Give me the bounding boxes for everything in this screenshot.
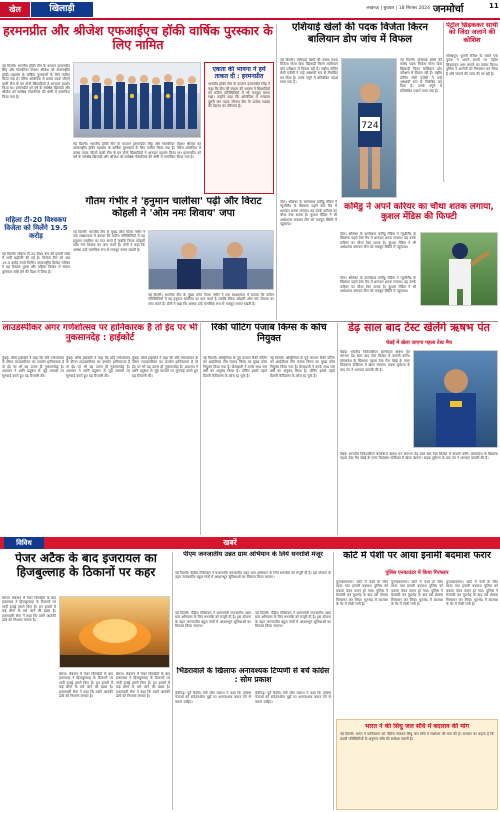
kushal-photo [420, 232, 498, 306]
kushal-body: गॉल। श्रीलंका के बल्लेबाज कमिंडु मेंडिस ने न्यूजीलैंड के खिलाफ पहले टेस्ट मैच में शानदार शतक लगाया। यह उनके करियर का चौथा टेस्ट शतक है। कुशल मेंडिस ने भी अर्धशतक बनाकर टीम को मजबूत स्थिति में पहुंचाया। [280, 200, 337, 227]
lower-section-right: खबरें [223, 538, 237, 547]
kushal-body-continued: गॉल। श्रीलंका के बल्लेबाज कमिंडु मेंडिस ने न्यूजीलैंड के खिलाफ पहले टेस्ट मैच में शानदार शतक लगाया। यह उनके करियर का चौथा टेस्ट शतक है। कुशल मेंडिस ने भी अर्धशतक बनाकर टीम को मजबूत स्थिति में पहुंचाया। [340, 232, 416, 250]
hockey-photo [73, 62, 201, 138]
pm-headline: पीएम जनजातीय उन्नत ग्राम अभियान के लिये धनराशि मंजूर [183, 551, 323, 558]
hockey-body-continued: नई दिल्ली। भारतीय हॉकी टीम के कप्तान हरमनप्रीत सिंह और गोलकीपर पीआर श्रीजेश को अंतरराष्ट्रीय हॉकी महासंघ के वार्षिक पुरस्कारों के लिए नामित किया गया है। पेरिस ओलंपिक में कांस्य पदक जीतने वाली टीम के इन दोनों खिलाड़ियों ने शानदार प्रदर्शन किया था। हरमनप्रीत को वर्ष के सर्वश्रेष्ठ खिलाड़ी और श्रीजेश को सर्वश्रेष्ठ गोलकीपर की श्रेणी में नामांकित किया गया है। [73, 142, 201, 160]
pant-photo [413, 350, 498, 448]
masthead [0, 0, 500, 20]
kushal-headline: कमिंडु ने अपने करियर का चौथा शतक लगाया, कुशल मेंडिस की फिफ्टी [344, 202, 494, 223]
kushal-body-lower: गॉल। श्रीलंका के बल्लेबाज कमिंडु मेंडिस ने न्यूजीलैंड के खिलाफ पहले टेस्ट मैच में शानदार शतक लगाया। यह उनके करियर का चौथा टेस्ट शतक है। कुशल मेंडिस ने भी अर्धशतक बनाकर टीम को मजबूत स्थिति में पहुंचाया। [340, 276, 416, 294]
pant-subheadline: चेन्नई में खेला जाएगा पहला टेस्ट मैच [386, 340, 452, 346]
athletics-body-continued: नई दिल्ली। एशियाई खेलों की कांस्य पदक विजेता गोला फेंक खिलाड़ी किरन बालियान डोप परीक्षण में विफल रही हैं। राष्ट्रीय डोपिंग रोधी एजेंसी ने उन्हें अस्थायी रूप से निलंबित कर दिया है। उनके नमूने में प्रतिबंधित पदार्थ पाया गया है। [400, 58, 442, 93]
dateline: लखनऊ | बुधवार | 18 सितंबर 2024 [366, 6, 430, 11]
rahul-headline: भिंडरावाले के खिलाफ अनावश्यक टिप्पणी से बचें कांग्रेस : सोम प्रकाश [176, 667, 330, 684]
pant-headline: डेढ़ साल बाद टेस्ट खेलेंगे ऋषभ पंत [348, 322, 490, 334]
gambhir-photo [148, 230, 274, 290]
pager-body-col3: बेरूत। लेबनान में पेजर विस्फोटों के बाद इजरायल ने हिजबुल्लाह के ठिकानों पर भारी हवाई हमले किए हैं। इन हमलों में कई लोगों के मारे जाने की खबर है। इजरायली सेना ने कहा कि उसने आतंकी ढांचे को निशाना बनाया है। [116, 672, 170, 699]
court-body-col3: मुजफ्फरनगर। कोर्ट में पेशी के लिए लाया गया इनामी बदमाश पुलिस को चकमा देकर फरार हो गया। पुलिस ने घेराबंदी कर मुठभेड़ के बाद उसे दोबारा गिरफ्तार कर लिया। मुठभेड़ में बदमाश के पैर में गोली लगी है। [446, 580, 498, 607]
section-tag: खेल [0, 2, 30, 17]
ganesh-headline: लाउडस्पीकर अगर गणेशोत्सव पर हानिकारक है तो ईद पर भी नुकसानदेह : हाईकोर्ट [2, 323, 198, 344]
athletics-body: नई दिल्ली। एशियाई खेलों की कांस्य पदक विजेता गोला फेंक खिलाड़ी किरन बालियान डोप परीक्षण में विफल रही हैं। राष्ट्रीय डोपिंग रोधी एजेंसी ने उन्हें अस्थायी रूप से निलंबित कर दिया है। उनके नमूने में प्रतिबंधित पदार्थ पाया गया है। [280, 58, 338, 85]
pm-body-col2: नई दिल्ली। केंद्रीय मंत्रिमंडल ने प्रधानमंत्री जनजातीय उन्नत ग्राम अभियान के लिए धनराशि को मंजूरी दी है। इस योजना के तहत जनजातीय बहुल गांवों में आधारभूत सुविधाओं का विकास किया जाएगा। [175, 611, 251, 629]
pager-body-col2: बेरूत। लेबनान में पेजर विस्फोटों के बाद इजरायल ने हिजबुल्लाह के ठिकानों पर भारी हवाई हमले किए हैं। इन हमलों में कई लोगों के मारे जाने की खबर है। इजरायली सेना ने कहा कि उसने आतंकी ढांचे को निशाना बनाया है। [59, 672, 113, 699]
ganesh-body-col3: मुंबई। बॉम्बे हाईकोर्ट ने कहा कि यदि गणेशोत्सव के दौरान लाउडस्पीकर का उपयोग हानिकारक है तो ईद पर भी यह उतना ही नुकसानदेह है। अदालत ने ध्वनि प्रदूषण से जुड़े मामलों पर सुनवाई करते हुए यह टिप्पणी की। [132, 356, 198, 378]
hockey-body: नई दिल्ली। भारतीय हॉकी टीम के कप्तान हरमनप्रीत सिंह और गोलकीपर पीआर श्रीजेश को अंतरराष्ट्रीय हॉकी महासंघ के वार्षिक पुरस्कारों के लिए नामित किया गया है। पेरिस ओलंपिक में कांस्य पदक जीतने वाली टीम के इन दोनों खिलाड़ियों ने शानदार प्रदर्शन किया था। हरमनप्रीत को वर्ष के सर्वश्रेष्ठ खिलाड़ी और श्रीजेश को सर्वश्रेष्ठ गोलकीपर की श्रेणी में नामांकित किया गया है। [2, 64, 70, 99]
water-body: नई दिल्ली। भारत ने पाकिस्तान को नोटिस भेजकर सिंधु जल संधि में संशोधन की मांग की है। सरकार का कहना है कि बदली परिस्थितियों के अनुरूप संधि की समीक्षा जरूरी है। [340, 732, 494, 741]
svg-text:724: 724 [361, 121, 379, 131]
para-body: गोरखपुर। पुरानी रंजिश के चलते एक युवक ने अपने साथी पर पेट्रोल छिड़ककर आग लगाने का प्रयास किया। पुलिस ने आरोपी को गिरफ्तार कर लिया है और मामले की जांच की जा रही है। [446, 54, 498, 76]
section-title: खिलाड़ी [31, 2, 93, 17]
pager-body: बेरूत। लेबनान में पेजर विस्फोटों के बाद इजरायल ने हिजबुल्लाह के ठिकानों पर भारी हवाई हमले किए हैं। इन हमलों में कई लोगों के मारे जाने की खबर है। इजरायली सेना ने कहा कि उसने आतंकी ढांचे को निशाना बनाया है। [2, 596, 56, 623]
brand-logo: जनमोर्चा [433, 4, 464, 15]
lower-band [0, 537, 500, 549]
athletics-headline: एशियाई खेलों की पदक विजेता किरन बालियान डोप जांच में विफल [292, 22, 428, 45]
hockey-sidebox [204, 62, 274, 194]
gambhir-headline: गौतम गंभीर ने 'हनुमान चालीसा' पढ़ी और विराट कोहली ने 'ओम नमः शिवाय' जपा [85, 196, 262, 219]
water-headline: भारत ने की सिंधु जल संधि में बदलाव की मांग [364, 723, 470, 730]
bcci-headline: महिला टी-20 विश्वकप विजेता को मिलेंगे 19.5 करोड़ [4, 216, 68, 241]
court-body: मुजफ्फरनगर। कोर्ट में पेशी के लिए लाया गया इनामी बदमाश पुलिस को चकमा देकर फरार हो गया। पुलिस ने घेराबंदी कर मुठभेड़ के बाद उसे दोबारा गिरफ्तार कर लिया। मुठभेड़ में बदमाश के पैर में गोली लगी है। [336, 580, 388, 607]
hockey-headline: हरमनप्रीत और श्रीजेश एफआईएच हॉकी वार्षिक पुरस्कार के लिए नामित [3, 24, 273, 53]
ganesh-body: मुंबई। बॉम्बे हाईकोर्ट ने कहा कि यदि गणेशोत्सव के दौरान लाउडस्पीकर का उपयोग हानिकारक है तो ईद पर भी यह उतना ही नुकसानदेह है। अदालत ने ध्वनि प्रदूषण से जुड़े मामलों पर सुनवाई करते हुए यह टिप्पणी की। [2, 356, 64, 378]
ponting-body-col2: नई दिल्ली। ऑस्ट्रेलिया के पूर्व कप्तान रिकी पोंटिंग को आईपीएल टीम पंजाब किंग्स का मुख्य कोच नियुक्त किया गया है। फ्रेंचाइजी ने उनके साथ चार वर्षों का अनुबंध किया है। पोंटिंग इससे पहले दिल्ली कैपिटल्स के कोच रह चुके हैं। [270, 356, 335, 378]
ganesh-body-col2: मुंबई। बॉम्बे हाईकोर्ट ने कहा कि यदि गणेशोत्सव के दौरान लाउडस्पीकर का उपयोग हानिकारक है तो ईद पर भी यह उतना ही नुकसानदेह है। अदालत ने ध्वनि प्रदूषण से जुड़े मामलों पर सुनवाई करते हुए यह टिप्पणी की। [66, 356, 130, 378]
ponting-headline: रिकी पोंटिंग पंजाब किंग्स के कोच नियुक्त [211, 323, 327, 344]
rahul-body: चंडीगढ़। पूर्व केंद्रीय मंत्री सोम प्रकाश ने कहा कि कांग्रेस नेताओं को संवेदनशील मुद्दों पर अनावश्यक बयान देने से बचना चाहिए। [175, 691, 251, 704]
court-subheadline: पुलिस एनकाउंटर में किया गिरफ्तार [385, 570, 449, 576]
court-body-col2: मुजफ्फरनगर। कोर्ट में पेशी के लिए लाया गया इनामी बदमाश पुलिस को चकमा देकर फरार हो गया। पुलिस ने घेराबंदी कर मुठभेड़ के बाद उसे दोबारा गिरफ्तार कर लिया। मुठभेड़ में बदमाश के पैर में गोली लगी है। [391, 580, 443, 607]
gambhir-body-continued: नई दिल्ली। भारतीय टीम के मुख्य कोच गौतम गंभीर ने एक साक्षात्कार में बताया कि कठिन परिस्थितियों में वह हनुमान चालीसा का पाठ करते हैं जबकि विराट कोहली ओम नमः शिवाय का जाप करते हैं। दोनों ने कहा कि आस्था उन्हें मानसिक रूप से मजबूत बनाए रखती है। [148, 293, 274, 306]
athletics-photo [341, 58, 397, 198]
rahul-body-col2: चंडीगढ़। पूर्व केंद्रीय मंत्री सोम प्रकाश ने कहा कि कांग्रेस नेताओं को संवेदनशील मुद्दों पर अनावश्यक बयान देने से बचना चाहिए। [255, 691, 331, 704]
pm-body-col3: नई दिल्ली। केंद्रीय मंत्रिमंडल ने प्रधानमंत्री जनजातीय उन्नत ग्राम अभियान के लिए धनराशि को मंजूरी दी है। इस योजना के तहत जनजातीय बहुल गांवों में आधारभूत सुविधाओं का विकास किया जाएगा। [255, 611, 331, 629]
pager-headline: पेजर अटैक के बाद इजरायल का हिजबुल्लाह के ठिकानों पर कहर [15, 552, 157, 579]
pant-body-lower: चेन्नई। भारतीय विकेटकीपर बल्लेबाज ऋषभ पंत लगभग डेढ़ साल बाद टेस्ट क्रिकेट में वापसी करेंगे। बांग्लादेश के खिलाफ पहला टेस्ट मैच चेन्नई के एमए चिदंबरम स्टेडियम में खेला जाएगा। सड़क दुर्घटना के बाद पंत ने शानदार वापसी की है। [340, 452, 498, 461]
pm-body: नई दिल्ली। केंद्रीय मंत्रिमंडल ने प्रधानमंत्री जनजातीय उन्नत ग्राम अभियान के लिए धनराशि को मंजूरी दी है। इस योजना के तहत जनजातीय बहुल गांवों में आधारभूत सुविधाओं का विकास किया जाएगा। [175, 571, 331, 580]
hockey-sidebox-headline: एकता की भावना ने हमें ताकत दी : हरमनप्रीत [212, 66, 266, 81]
gambhir-body: नई दिल्ली। भारतीय टीम के मुख्य कोच गौतम गंभीर ने एक साक्षात्कार में बताया कि कठिन परिस्थितियों में वह हनुमान चालीसा का पाठ करते हैं जबकि विराट कोहली ओम नमः शिवाय का जाप करते हैं। दोनों ने कहा कि आस्था उन्हें मानसिक रूप से मजबूत बनाए रखती है। [73, 230, 145, 252]
lower-section-left: विविध [4, 537, 44, 549]
para-headline: पेट्रोल छिड़ककर साथी को जिंदा जलाने की कोशिश [446, 22, 498, 44]
court-headline: कोर्ट में पेशी पर आया इनामी बदमाश फरार [343, 551, 491, 561]
page-number: 11 [489, 2, 499, 10]
water-box [336, 719, 498, 810]
ponting-body: नई दिल्ली। ऑस्ट्रेलिया के पूर्व कप्तान रिकी पोंटिंग को आईपीएल टीम पंजाब किंग्स का मुख्य कोच नियुक्त किया गया है। फ्रेंचाइजी ने उनके साथ चार वर्षों का अनुबंध किया है। पोंटिंग इससे पहले दिल्ली कैपिटल्स के कोच रह चुके हैं। [203, 356, 267, 378]
hockey-sidebox-body: भारतीय हॉकी टीम के कप्तान हरमनप्रीत सिंह ने कहा कि टीम की एकता की भावना ने खिलाड़ियों को कठिन परिस्थितियों में भी मजबूत बनाए रखा। उन्होंने कहा कि ओलंपिक में लगातार दूसरी बार पदक जीतना टीम के प्रत्येक सदस्य की मेहनत का परिणाम है। [208, 82, 270, 109]
pager-photo [59, 596, 170, 668]
pant-body: चेन्नई। भारतीय विकेटकीपर बल्लेबाज ऋषभ पंत लगभग डेढ़ साल बाद टेस्ट क्रिकेट में वापसी करेंगे। बांग्लादेश के खिलाफ पहला टेस्ट मैच चेन्नई के एमए चिदंबरम स्टेडियम में खेला जाएगा। सड़क दुर्घटना के बाद पंत ने शानदार वापसी की है। [340, 350, 410, 372]
bcci-body: नई दिल्ली। महिला टी-20 विश्व कप की इनामी राशि में भारी बढ़ोतरी की गई है। विजेता टीम को अब 19.5 करोड़ रुपये मिलेंगे। अंतरराष्ट्रीय क्रिकेट परिषद ने यह फैसला पुरुष और महिला क्रिकेट में समान पुरस्कार राशि देने की दिशा में लिया है। [2, 252, 70, 274]
